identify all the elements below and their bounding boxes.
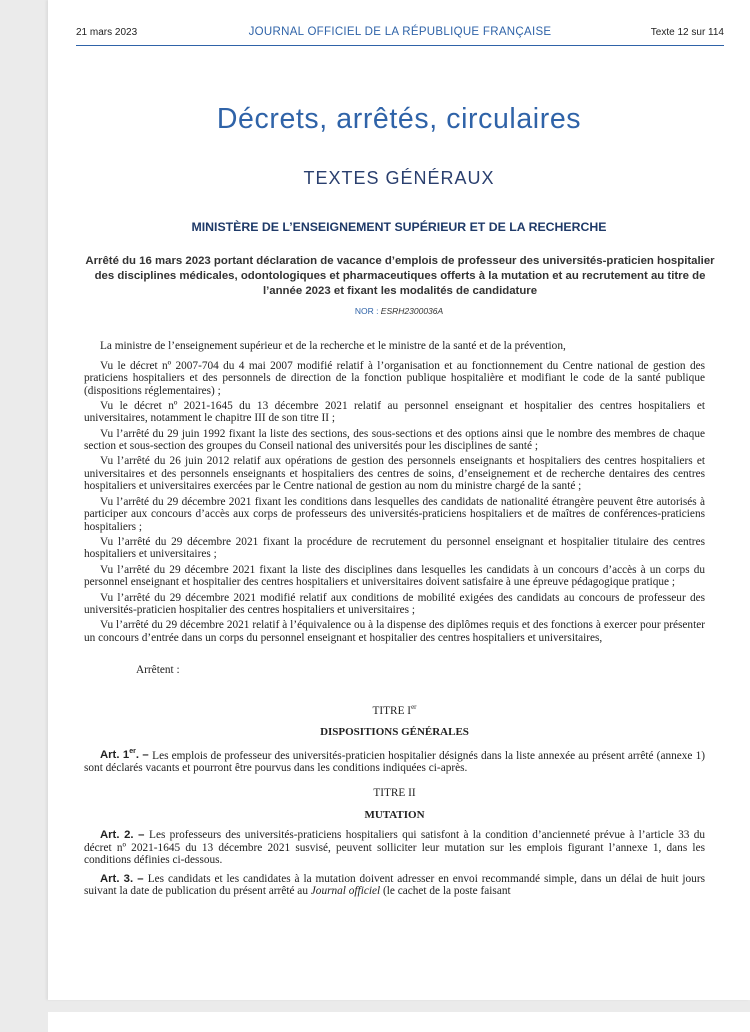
nor-code: ESRH2300036A bbox=[380, 306, 444, 316]
header-journal-title: JOURNAL OFFICIEL DE LA RÉPUBLIQUE FRANÇAISE bbox=[248, 26, 552, 38]
nor-reference bbox=[48, 306, 750, 316]
ministry-heading: MINISTÈRE DE L’ENSEIGNEMENT SUPÉRIEUR ET DE LA RECHERCHE bbox=[191, 220, 607, 234]
visa-paragraph: Vu l’arrêté du 26 juin 2012 relatif aux opérations de gestion des personnels enseignants et hospitaliers des centres hospitaliers et universitaires et des personnels enseignants et hospitaliers des centres de soins, d’enseignement et de recherche dentaires des centres hospitaliers et universitaires exercées par le Centre national de gestion au nom du ministre chargé de la santé ; bbox=[84, 455, 705, 493]
visa-paragraph: Vu l’arrêté du 29 décembre 2021 relatif à l’équivalence ou à la dispense des diplômes requis et des fonctions à exercer pour présenter un concours d’entrée dans un corps du personnel enseignant et hospitalier des centres hospitaliers et universitaires, bbox=[84, 619, 705, 644]
visa-paragraph: Vu l’arrêté du 29 décembre 2021 fixant la liste des disciplines dans lesquelles les candidats à un concours d’accès à un corps du personnel enseignant et hospitalier des centres hospitaliers et universitaires doivent satisfaire à une épreuve pédagogique pratique ; bbox=[84, 563, 705, 589]
visa-paragraph: Vu le décret nº 2021-1645 du 13 décembre 2021 relatif au personnel enseignant et hospitalier des centres hospitaliers et universitaires, notamment le chapitre III de son titre II ; bbox=[84, 399, 705, 425]
article-1-label: Art. 1er. – bbox=[100, 748, 153, 762]
visa-paragraph: Vu l’arrêté du 29 décembre 2021 fixant la procédure de recrutement du personnel enseignant et hospitalier titulaire des centres hospitaliers et universitaires ; bbox=[84, 535, 705, 561]
article-3-label: Art. 3. – bbox=[100, 872, 148, 885]
header-divider bbox=[76, 45, 724, 46]
document-body bbox=[84, 340, 705, 904]
visa-paragraph: Vu l’arrêté du 29 décembre 2021 modifié relatif aux conditions de mobilité exigées des candidats au concours de professeur des universités-praticien hospitalier des centres hospitaliers et universitaires ; bbox=[84, 591, 705, 617]
arrete-title: Arrêté du 16 mars 2023 portant déclaration de vacance d’emplois de professeur des universités-praticien hospitalier des disciplines médicales, odontologiques et pharmaceutiques offerts à la mutation et au recrutement au titre de l’année 2023 et fixant les modalités de candidature bbox=[85, 255, 715, 297]
titre-1-heading: DISPOSITIONS GÉNÉRALES bbox=[320, 726, 469, 739]
nor-label: NOR : bbox=[354, 306, 381, 316]
visa-paragraph: Vu l’arrêté du 29 juin 1992 fixant la liste des sections, des sous-sections et des options ainsi que le nombre des membres de chaque section et sous-section des groupes du Conseil national des universités pour les disciplines de santé ; bbox=[84, 427, 705, 453]
titre-2-label: TITRE II bbox=[373, 787, 416, 800]
visa-paragraph: Vu l’arrêté du 29 décembre 2021 fixant les conditions dans lesquelles des candidats de nationalité étrangère peuvent être autorisés à participer aux concours d’accès aux corps de professeurs des universités-praticiens hospitaliers et de maîtres de conférences-praticiens hospitaliers ; bbox=[84, 495, 705, 533]
article-3 bbox=[84, 873, 705, 898]
article-2-label: Art. 2. – bbox=[100, 829, 150, 842]
section-title: Décrets, arrêtés, circulaires bbox=[216, 103, 582, 135]
article-3-text: Les candidats et les candidates à la mutation doivent adresser en envoi recommandé simple, dans un délai de huit jours suivant la date de publication du présent arrêté au bbox=[84, 872, 705, 898]
page-header bbox=[76, 27, 724, 43]
titre-2-heading: MUTATION bbox=[364, 808, 425, 821]
intro-paragraph: La ministre de l’enseignement supérieur et de la recherche et le ministre de la santé et de la prévention, bbox=[100, 340, 566, 352]
header-text-number: Texte 12 sur 114 bbox=[650, 27, 724, 38]
article-2 bbox=[84, 829, 705, 867]
arretent-line: Arrêtent : bbox=[136, 664, 180, 677]
visa-paragraph: Vu le décret nº 2007-704 du 4 mai 2007 modifié relatif à l’organisation et au fonctionnement du Centre national de gestion des praticiens hospitaliers et des personnels de direction de la fonction publique hospitalière et modifiant le code de la santé publique (dispositions réglementaires) ; bbox=[84, 359, 705, 397]
article-1-text: Les emplois de professeur des universités-praticien hospitalier désignés dans la liste annexée au présent arrêté (annexe 1) sont déclarés vacants et pourront être pourvus dans les conditions indiquées ci-après. bbox=[84, 749, 705, 774]
journal-officiel-emphasis: Journal officiel bbox=[310, 885, 381, 898]
document-page bbox=[48, 0, 750, 1000]
article-1 bbox=[84, 747, 705, 775]
article-3-text-cont: (le cachet de la poste faisant bbox=[380, 885, 511, 898]
next-page-edge bbox=[48, 1012, 750, 1032]
article-2-text: Les professeurs des universités-praticiens hospitaliers qui satisfont à la condition d’ancienneté prévue à l’article 33 du décret nº 2021-1645 du 13 décembre 2021 susvisé, peuvent solliciter leur mutation sur les emplois figurant l’annexe 1, dans les conditions définies ci-dessous. bbox=[84, 829, 705, 867]
header-date: 21 mars 2023 bbox=[76, 27, 138, 38]
sub-title: TEXTES GÉNÉRAUX bbox=[303, 168, 495, 188]
titre-1-label: TITRE Ier bbox=[372, 702, 417, 717]
